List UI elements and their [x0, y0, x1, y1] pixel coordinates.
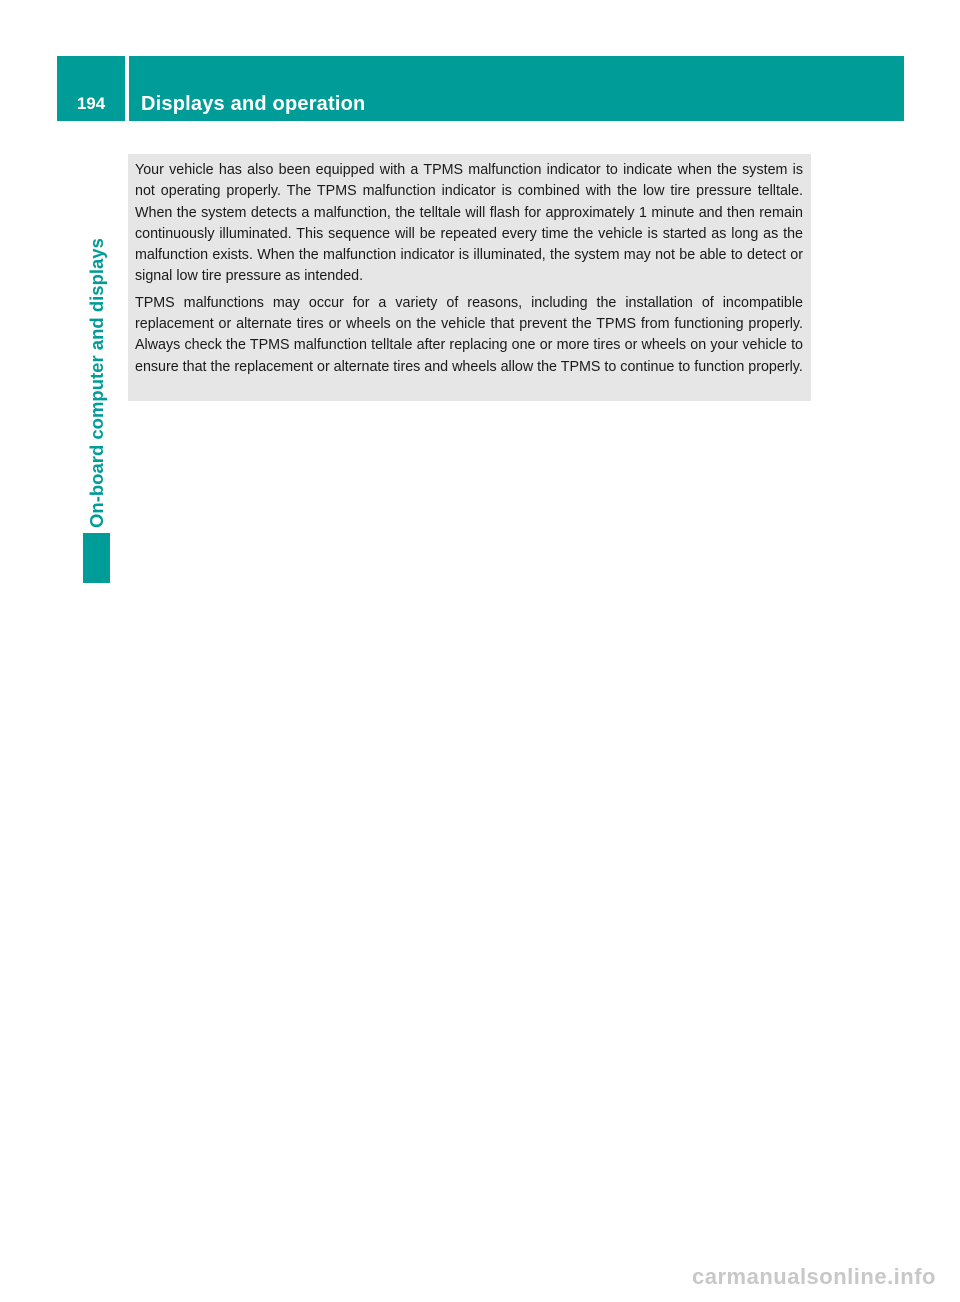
note-paragraph: TPMS malfunctions may occur for a variety of reasons, including the installation of incompatible replacement or alternate tires or wheels on the vehicle that prevent the TPMS from functioning properly. Always check the TPMS malfunction telltale after replacing one or more tires or wheels on your vehicle to ensure that the replacement or alternate tires and wheels allow the TPMS to continue to function properly.	[135, 294, 803, 375]
chapter-label	[83, 128, 110, 533]
note-box	[128, 154, 811, 401]
watermark: carmanualsonline.info	[692, 1264, 936, 1289]
page-number-box	[57, 56, 125, 121]
section-header	[129, 56, 904, 121]
chapter-label-text: On-board computer and displays	[85, 238, 107, 528]
section-title: Displays and operation	[141, 93, 366, 115]
note-paragraph: Your vehicle has also been equipped with a TPMS malfunction indicator to indicate when the system is not operating properly. The TPMS malfunction indicator is combined with the low tire pressure telltale. When the system detects a malfunction, the telltale will flash for approximately 1 minute and then remain continuously illuminated. This sequence will be repeated every time the vehicle is started as long as the malfunction exists. When the malfunction indicator is illuminated, the system may not be able to detect or signal low tire pressure as intended.	[135, 162, 803, 285]
page-number: 194	[76, 94, 106, 113]
